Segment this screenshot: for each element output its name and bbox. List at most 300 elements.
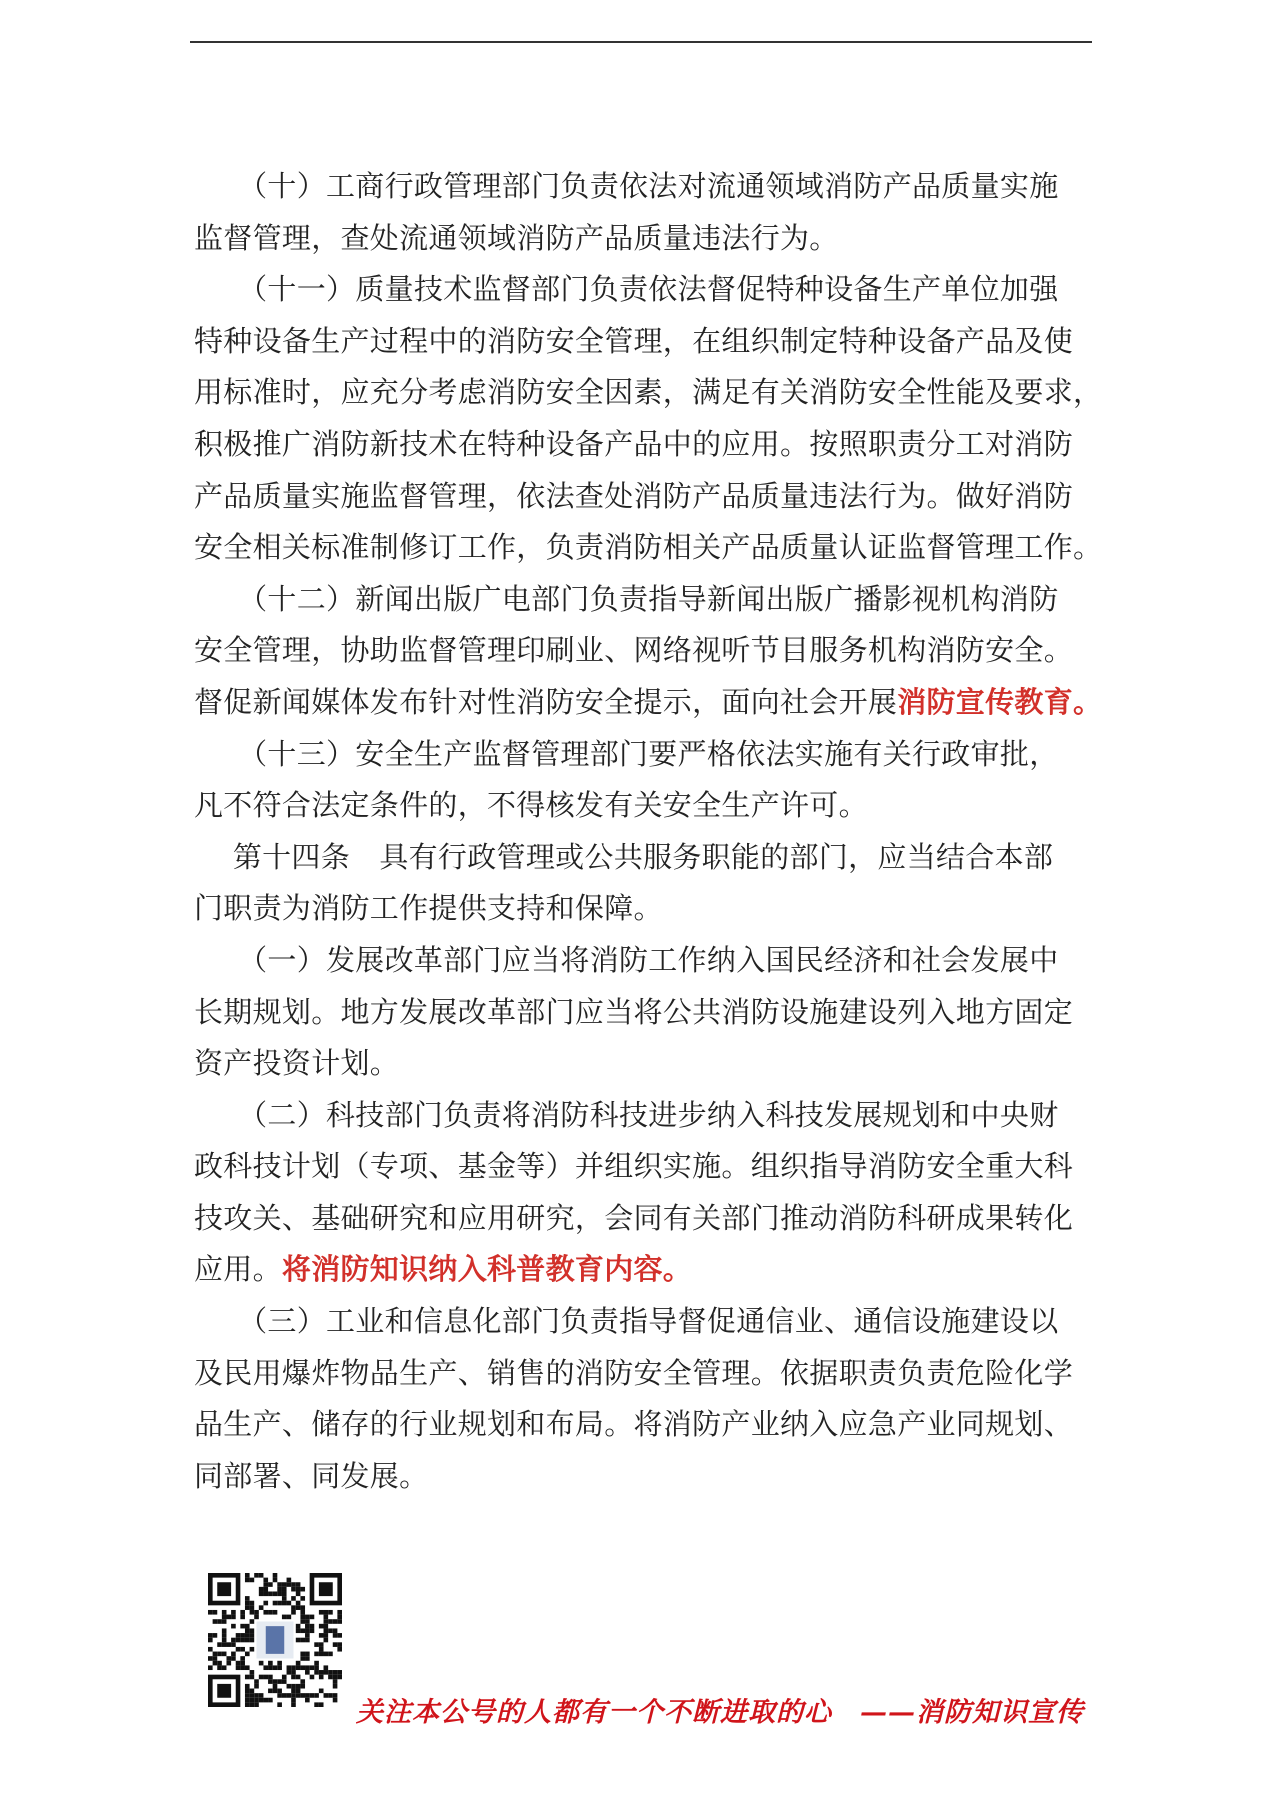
text-segment: 同部署、同发展。 [194,1458,429,1493]
text-segment: 凡不符合法定条件的，不得核发有关安全生产许可。 [194,788,868,823]
qr-module [245,1684,250,1689]
qr-module [213,1619,218,1624]
qr-module [208,1638,213,1643]
qr-module [254,1684,259,1689]
qr-module [337,1675,342,1680]
qr-module [240,1624,245,1629]
text-line [194,729,1102,781]
qr-module [254,1573,259,1578]
qr-module [305,1619,310,1624]
qr-module [273,1665,278,1670]
qr-module [319,1689,324,1694]
qr-module [217,1665,222,1670]
text-segment: 品生产、储存的行业规划和布局。将消防产业纳入应急产业同规划、 [194,1407,1074,1442]
text-line [194,1038,1102,1090]
qr-module [268,1582,273,1587]
qr-module [268,1661,273,1666]
qr-module [236,1647,241,1652]
qr-module [319,1652,324,1657]
text-segment: 产品质量实施监督管理，依法查处消防产品质量违法行为。做好消防 [194,478,1074,513]
qr-module [282,1582,287,1587]
qr-module [337,1610,342,1615]
text-line [194,367,1102,419]
text-segment: （二）科技部门负责将消防科技进步纳入科技发展规划和中央财 [194,1097,1059,1132]
qr-module [245,1633,250,1638]
qr-module [291,1670,296,1675]
qr-module [291,1693,296,1698]
qr-module [337,1642,342,1647]
qr-module [217,1652,222,1657]
text-line [194,574,1102,626]
qr-module [300,1619,305,1624]
qr-module [328,1670,333,1675]
qr-module [245,1601,250,1606]
qr-module [217,1661,222,1666]
qr-module [277,1665,282,1670]
qr-module [245,1675,250,1680]
qr-module [324,1610,329,1615]
qr-module [277,1601,282,1606]
text-segment: 长期规划。地方发展改革部门应当将公共消防设施建设列入地方固定 [194,994,1074,1029]
qr-module [337,1615,342,1620]
qr-module [310,1615,315,1620]
qr-module [245,1573,250,1578]
qr-module [296,1689,301,1694]
qr-module [296,1587,301,1592]
text-line [194,1090,1102,1142]
text-line [194,522,1102,574]
qr-module [328,1619,333,1624]
qr-module [305,1698,310,1703]
qr-module [268,1675,273,1680]
qr-module [231,1652,236,1657]
qr-module [287,1684,292,1689]
qr-module [282,1591,287,1596]
qr-module [296,1605,301,1610]
qr-module [208,1656,213,1661]
qr-module [213,1661,218,1666]
qr-module [236,1665,241,1670]
text-line [194,419,1102,471]
qr-module [305,1638,310,1643]
text-segment: 资产投资计划。 [194,1046,400,1081]
highlighted-text: 消防宣传教育。 [897,684,1103,719]
qr-module [250,1647,255,1652]
qr-module [254,1679,259,1684]
qr-module [300,1665,305,1670]
qr-module [259,1591,264,1596]
qr-module [245,1628,250,1633]
header-rule [190,41,1092,43]
qr-module [263,1601,268,1606]
qr-module [305,1665,310,1670]
qr-module [300,1656,305,1661]
document-body [194,161,1102,1502]
qr-module [296,1665,301,1670]
qr-code-icon [208,1573,342,1707]
qr-module [226,1661,231,1666]
text-line [194,1348,1102,1400]
qr-module [226,1615,231,1620]
qr-module [250,1628,255,1633]
qr-module [305,1615,310,1620]
qr-module [300,1628,305,1633]
highlighted-text: 将消防知识纳入科普教育内容。 [281,1252,693,1287]
qr-module [296,1661,301,1666]
qr-module [250,1619,255,1624]
qr-module [222,1665,227,1670]
text-segment: 安全管理，协助监督管理印刷业、网络视听节目服务机构消防安全。 [194,633,1074,668]
qr-module [291,1587,296,1592]
qr-module [236,1638,241,1643]
qr-module [231,1642,236,1647]
qr-module [250,1670,255,1675]
qr-module [268,1698,273,1703]
qr-module [250,1638,255,1643]
qr-module [250,1633,255,1638]
qr-module [291,1698,296,1703]
qr-module [287,1693,292,1698]
qr-module [300,1652,305,1657]
text-segment: 监督管理，查处流通领域消防产品质量违法行为。 [194,220,839,255]
qr-module [328,1693,333,1698]
qr-module [310,1624,315,1629]
qr-module [213,1610,218,1615]
qr-module [263,1587,268,1592]
qr-module [273,1573,278,1578]
qr-module [250,1702,255,1707]
qr-module [250,1693,255,1698]
qr-module [254,1698,259,1703]
qr-module [268,1679,273,1684]
qr-module [300,1693,305,1698]
qr-module [250,1675,255,1680]
qr-module [310,1628,315,1633]
qr-module [240,1638,245,1643]
qr-module [324,1624,329,1629]
qr-module [250,1689,255,1694]
qr-module [300,1684,305,1689]
qr-module [291,1684,296,1689]
qr-module [217,1642,222,1647]
qr-module [324,1633,329,1638]
text-line [194,1141,1102,1193]
text-line [194,987,1102,1039]
qr-module [291,1702,296,1707]
qr-module [333,1679,338,1684]
qr-module [282,1679,287,1684]
qr-module [259,1675,264,1680]
qr-module [259,1661,264,1666]
qr-module [282,1675,287,1680]
qr-module [291,1665,296,1670]
qr-module [296,1591,301,1596]
footer-slogan: 关注本公号的人都有一个不断进取的心 ——消防知识宣传 [356,1697,1084,1728]
qr-module [337,1647,342,1652]
qr-module [333,1628,338,1633]
qr-module [324,1652,329,1657]
qr-module [319,1675,324,1680]
qr-finder [217,1582,231,1596]
qr-module [324,1670,329,1675]
qr-module [263,1665,268,1670]
qr-module [222,1642,227,1647]
qr-module [324,1665,329,1670]
qr-module [240,1665,245,1670]
qr-module [259,1605,264,1610]
qr-module [291,1675,296,1680]
qr-module [314,1670,319,1675]
qr-module [337,1619,342,1624]
text-segment: 积极推广消防新技术在特种设备产品中的应用。按照职责分工对消防 [194,426,1074,461]
text-line [194,161,1102,213]
qr-module [250,1605,255,1610]
qr-module [319,1702,324,1707]
qr-module [333,1642,338,1647]
qr-module [287,1665,292,1670]
qr-module [333,1684,338,1689]
qr-module [314,1665,319,1670]
qr-module [268,1689,273,1694]
qr-module [296,1684,301,1689]
qr-logo [266,1626,284,1654]
text-line [194,677,1102,729]
qr-module [245,1605,250,1610]
qr-module [291,1689,296,1694]
qr-module [324,1619,329,1624]
qr-module [287,1578,292,1583]
qr-module [263,1698,268,1703]
qr-module [314,1693,319,1698]
qr-module [291,1605,296,1610]
text-segment: 第十四条 具有行政管理或公共服务职能的部门，应当结合本部 [194,839,1054,874]
qr-module [240,1610,245,1615]
qr-module [319,1624,324,1629]
qr-module [333,1670,338,1675]
qr-module [291,1610,296,1615]
qr-module [277,1693,282,1698]
qr-module [300,1605,305,1610]
qr-module [314,1642,319,1647]
qr-module [328,1675,333,1680]
qr-module [300,1638,305,1643]
qr-module [296,1675,301,1680]
qr-module [296,1624,301,1629]
qr-module [245,1698,250,1703]
qr-module [319,1633,324,1638]
qr-module [296,1601,301,1606]
qr-module [240,1661,245,1666]
qr-module [273,1689,278,1694]
qr-module [305,1652,310,1657]
qr-module [273,1679,278,1684]
qr-module [245,1665,250,1670]
qr-module [277,1661,282,1666]
qr-module [314,1661,319,1666]
qr-module [213,1656,218,1661]
qr-module [273,1578,278,1583]
qr-module [240,1633,245,1638]
qr-module [226,1656,231,1661]
qr-module [263,1582,268,1587]
qr-module [263,1578,268,1583]
text-line [194,316,1102,368]
qr-module [240,1647,245,1652]
qr-module [254,1610,259,1615]
qr-module [333,1693,338,1698]
qr-module [250,1610,255,1615]
text-line [194,780,1102,832]
qr-module [263,1591,268,1596]
qr-module [333,1698,338,1703]
qr-finder [319,1582,333,1596]
qr-module [324,1638,329,1643]
qr-module [282,1615,287,1620]
qr-module [300,1610,305,1615]
qr-module [240,1656,245,1661]
qr-module [328,1628,333,1633]
qr-module [263,1610,268,1615]
text-line [194,1399,1102,1451]
qr-module [314,1652,319,1657]
qr-module [319,1610,324,1615]
qr-module [245,1638,250,1643]
qr-module [319,1647,324,1652]
text-line [194,883,1102,935]
qr-module [254,1693,259,1698]
qr-module [208,1665,213,1670]
text-segment: （十一）质量技术监督部门负责依法督促特种设备生产单位加强 [194,272,1059,307]
text-segment: 安全相关标准制修订工作，负责消防相关产品质量认证监督管理工作。 [194,530,1103,565]
qr-module [208,1633,213,1638]
text-segment: 督促新闻媒体发布针对性消防安全提示，面向社会开展 [194,684,898,719]
text-segment: 用标准时，应充分考虑消防安全因素，满足有关消防安全性能及要求， [194,375,1103,410]
qr-module [324,1628,329,1633]
qr-module [300,1596,305,1601]
qr-module [300,1615,305,1620]
qr-module [268,1665,273,1670]
text-line [194,935,1102,987]
qr-module [328,1610,333,1615]
qr-module [273,1610,278,1615]
text-segment: （十）工商行政管理部门负责依法对流通领域消防产品质量实施 [194,169,1059,203]
text-line [194,1193,1102,1245]
qr-module [222,1619,227,1624]
qr-module [231,1638,236,1643]
text-segment: 技攻关、基础研究和应用研究，会同有关部门推动消防科研成果转化 [194,1200,1074,1235]
qr-finder [217,1684,231,1698]
qr-module [277,1591,282,1596]
qr-module [287,1670,292,1675]
text-line [194,264,1102,316]
qr-module [305,1633,310,1638]
qr-module [333,1675,338,1680]
text-segment: 门职责为消防工作提供支持和保障。 [194,891,663,926]
qr-module [250,1578,255,1583]
qr-module [250,1601,255,1606]
qr-module [277,1702,282,1707]
qr-module [282,1596,287,1601]
qr-module [277,1689,282,1694]
qr-module [328,1652,333,1657]
qr-module [333,1633,338,1638]
qr-module [305,1628,310,1633]
qr-module [208,1610,213,1615]
qr-module [277,1582,282,1587]
qr-module [319,1670,324,1675]
text-segment: 特种设备生产过程中的消防安全管理，在组织制定特种设备产品及使 [194,323,1074,358]
qr-module [287,1582,292,1587]
qr-module [259,1573,264,1578]
qr-module [231,1615,236,1620]
qr-module [259,1698,264,1703]
qr-module [240,1615,245,1620]
text-line [194,1296,1102,1348]
qr-module [337,1670,342,1675]
qr-module [287,1601,292,1606]
qr-module [236,1661,241,1666]
qr-module [245,1702,250,1707]
qr-module [254,1615,259,1620]
qr-module [310,1665,315,1670]
qr-module [222,1652,227,1657]
qr-module [222,1615,227,1620]
qr-module [305,1624,310,1629]
text-segment: 政科技计划（专项、基金等）并组织实施。组织指导消防安全重大科 [194,1149,1074,1184]
qr-module [245,1578,250,1583]
qr-module [268,1591,273,1596]
qr-module [282,1587,287,1592]
qr-module [222,1610,227,1615]
qr-module [273,1601,278,1606]
text-segment: （一）发展改革部门应当将消防工作纳入国民经济和社会发展中 [194,942,1059,977]
qr-module [245,1689,250,1694]
qr-module [245,1596,250,1601]
qr-module [287,1615,292,1620]
text-segment: （三）工业和信息化部门负责指导督促通信业、通信设施建设以 [194,1304,1059,1339]
qr-module [300,1587,305,1592]
qr-module [259,1587,264,1592]
qr-module [254,1702,259,1707]
qr-module [268,1610,273,1615]
qr-module [259,1693,264,1698]
qr-module [291,1596,296,1601]
qr-module [305,1693,310,1698]
qr-module [296,1582,301,1587]
qr-module [263,1675,268,1680]
qr-module [314,1702,319,1707]
qr-module [217,1619,222,1624]
qr-module [231,1656,236,1661]
qr-module [296,1628,301,1633]
text-line [194,625,1102,677]
qr-module [300,1679,305,1684]
qr-module [213,1633,218,1638]
qr-module [208,1647,213,1652]
text-segment: （十三）安全生产监督管理部门要严格依法实施有关行政审批， [194,736,1059,771]
qr-module [273,1684,278,1689]
qr-module [305,1656,310,1661]
text-line [194,213,1102,265]
qr-module [222,1638,227,1643]
text-segment: 及民用爆炸物品生产、销售的消防安全管理。依据职责负责危险化学 [194,1355,1074,1390]
qr-module [333,1619,338,1624]
text-segment: 应用。 [194,1252,282,1287]
qr-module [245,1652,250,1657]
qr-module [277,1587,282,1592]
qr-module [245,1693,250,1698]
qr-module [310,1675,315,1680]
